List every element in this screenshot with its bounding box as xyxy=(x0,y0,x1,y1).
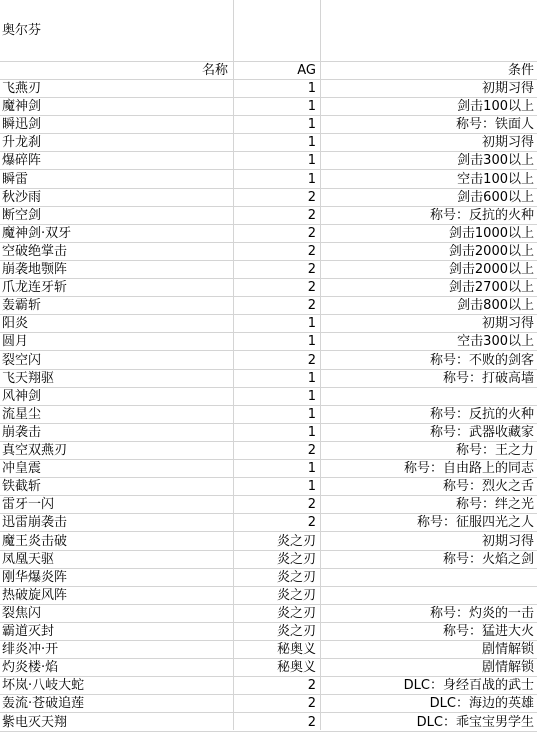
cell-ag[interactable]: 2 xyxy=(307,352,316,368)
cell-ag[interactable]: 1 xyxy=(307,81,316,96)
cell-condition[interactable]: 称号：猛进大火 xyxy=(442,624,534,639)
cell-ag[interactable]: 炎之刃 xyxy=(276,624,316,639)
table-row xyxy=(0,388,537,406)
cell-name[interactable]: 凤凰天驱 xyxy=(2,551,55,567)
table-row xyxy=(0,171,537,189)
sheet-title[interactable]: 奥尔芬 xyxy=(2,23,42,38)
table-row xyxy=(0,714,537,732)
cell-ag[interactable]: 2 xyxy=(307,298,316,314)
cell-ag[interactable]: 2 xyxy=(307,515,316,531)
cell-condition[interactable]: 称号：不败的剑客 xyxy=(429,352,534,368)
cell-condition[interactable]: DLC：乖宝宝男学生 xyxy=(416,714,534,730)
cell-condition[interactable]: 称号：武器收藏家 xyxy=(429,424,534,440)
cell-ag[interactable]: 1 xyxy=(307,153,316,169)
cell-ag[interactable]: 2 xyxy=(307,225,316,241)
cell-condition[interactable]: 剑击2000以上 xyxy=(448,262,534,277)
cell-name[interactable]: 崩袭地颚阵 xyxy=(2,262,68,277)
cell-condition[interactable]: 空击300以上 xyxy=(457,334,534,350)
table-row xyxy=(0,569,537,587)
cell-name[interactable]: 魔王炎击破 xyxy=(2,533,68,549)
cell-condition[interactable]: 剑击600以上 xyxy=(457,189,534,205)
cell-ag[interactable]: 秘奥义 xyxy=(276,660,316,676)
table-row xyxy=(0,478,537,496)
cell-condition[interactable]: 称号：反抗的火种 xyxy=(429,207,534,223)
cell-name[interactable]: 瞬迅剑 xyxy=(2,117,42,133)
cell-condition[interactable]: 称号：王之力 xyxy=(455,443,534,458)
cell-name[interactable]: 飞天翔驱 xyxy=(2,370,55,386)
table-row xyxy=(0,189,537,207)
cell-name[interactable]: 爆碎阵 xyxy=(2,153,42,169)
cell-ag[interactable]: 1 xyxy=(307,171,316,187)
title-row xyxy=(0,0,537,62)
table-row xyxy=(0,297,537,315)
header-condition[interactable]: 条件 xyxy=(507,63,534,78)
cell-ag[interactable]: 1 xyxy=(307,424,316,440)
table-row xyxy=(0,623,537,641)
cell-name[interactable]: 绯炎冲·开 xyxy=(2,642,59,658)
cell-condition[interactable]: 剧情解锁 xyxy=(481,660,534,676)
cell-name[interactable]: 魔神剑·双牙 xyxy=(2,225,72,241)
cell-condition[interactable]: 剑击100以上 xyxy=(457,99,534,115)
cell-ag[interactable]: 1 xyxy=(307,334,316,350)
cell-condition[interactable]: DLC：身经百战的武士 xyxy=(403,678,534,694)
table-row xyxy=(0,116,537,134)
cell-condition[interactable]: DLC：海边的英雄 xyxy=(429,696,534,712)
cell-name[interactable]: 灼炎楼·焰 xyxy=(2,660,59,676)
cell-name[interactable]: 铁截斩 xyxy=(2,479,42,495)
cell-ag[interactable]: 2 xyxy=(307,280,316,296)
cell-name[interactable]: 迅雷崩袭击 xyxy=(2,515,68,531)
cell-condition[interactable]: 剑击2000以上 xyxy=(448,243,534,259)
cell-condition[interactable]: 称号：绊之光 xyxy=(455,497,534,513)
cell-condition[interactable]: 称号：烈火之舌 xyxy=(442,479,534,495)
cell-ag[interactable]: 炎之刃 xyxy=(276,533,316,549)
cell-condition[interactable]: 剑击300以上 xyxy=(457,153,534,169)
cell-ag[interactable]: 2 xyxy=(307,443,316,458)
cell-ag[interactable]: 1 xyxy=(307,406,316,422)
cell-ag[interactable]: 炎之刃 xyxy=(276,587,316,603)
cell-condition[interactable]: 称号：铁面人 xyxy=(455,117,534,133)
cell-condition[interactable]: 初期习得 xyxy=(481,81,534,96)
cell-name[interactable]: 冲皇震 xyxy=(2,461,42,477)
cell-name[interactable]: 风神剑 xyxy=(2,388,42,404)
cell-condition[interactable]: 称号：征服四光之人 xyxy=(416,515,534,531)
cell-ag[interactable]: 2 xyxy=(307,189,316,205)
cell-name[interactable]: 轰霸斩 xyxy=(2,298,42,314)
cell-condition[interactable] xyxy=(321,587,536,604)
cell-name[interactable]: 热破旋风阵 xyxy=(2,587,68,603)
table-row xyxy=(0,460,537,478)
table-row xyxy=(0,98,537,116)
table-row xyxy=(0,279,537,297)
cell-name[interactable]: 飞燕刃 xyxy=(2,81,42,96)
cell-ag[interactable]: 2 xyxy=(307,696,316,712)
cell-name[interactable]: 裂焦闪 xyxy=(2,605,42,621)
cell-ag[interactable]: 1 xyxy=(307,461,316,477)
cell-condition[interactable]: 称号：打破高墙 xyxy=(442,370,534,386)
cell-name[interactable]: 刚华爆炎阵 xyxy=(2,569,68,585)
table-row xyxy=(0,352,537,370)
table-row xyxy=(0,406,537,424)
cell-condition[interactable]: 称号：灼炎的一击 xyxy=(429,605,534,621)
table-row xyxy=(0,695,537,713)
cell-name[interactable]: 升龙刹 xyxy=(2,135,42,151)
table-row xyxy=(0,659,537,677)
cell-ag[interactable]: 2 xyxy=(307,262,316,277)
table-row xyxy=(0,551,537,569)
cell-ag[interactable]: 1 xyxy=(307,316,316,332)
cell-name[interactable]: 爪龙连牙斩 xyxy=(2,280,68,296)
table-row xyxy=(0,641,537,659)
header-ag[interactable]: AG xyxy=(297,63,316,78)
cell-name[interactable]: 秋沙雨 xyxy=(2,189,42,205)
cell-name[interactable]: 雷牙一闪 xyxy=(2,497,55,513)
cell-name[interactable]: 紫电灭天翔 xyxy=(2,714,68,730)
cell-ag[interactable]: 炎之刃 xyxy=(276,569,316,585)
cell-condition[interactable]: 剑击800以上 xyxy=(457,298,534,314)
cell-ag[interactable]: 秘奥义 xyxy=(276,642,316,658)
cell-condition[interactable]: 称号：火焰之剑 xyxy=(442,551,534,567)
cell-condition[interactable]: 剑击1000以上 xyxy=(448,225,534,241)
cell-ag[interactable]: 1 xyxy=(307,370,316,386)
cell-condition[interactable]: 空击100以上 xyxy=(457,171,534,187)
cell-condition[interactable]: 初期习得 xyxy=(481,533,534,549)
table-row xyxy=(0,134,537,152)
cell-ag[interactable]: 1 xyxy=(307,388,316,404)
cell-name[interactable]: 阳炎 xyxy=(2,316,29,332)
table-row xyxy=(0,80,537,98)
cell-name[interactable]: 魔神剑 xyxy=(2,99,42,115)
cell-condition[interactable]: 剑击2700以上 xyxy=(448,280,534,296)
cell-ag[interactable]: 2 xyxy=(307,207,316,223)
cell-name[interactable]: 断空剑 xyxy=(2,207,42,223)
cell-ag[interactable]: 2 xyxy=(307,497,316,513)
table-row xyxy=(0,514,537,532)
cell-condition[interactable]: 称号：反抗的火种 xyxy=(429,406,534,422)
cell-condition[interactable] xyxy=(321,388,536,405)
table-row xyxy=(0,315,537,333)
cell-name[interactable]: 裂空闪 xyxy=(2,352,42,368)
cell-name[interactable]: 霸道灭封 xyxy=(2,624,55,639)
cell-condition[interactable] xyxy=(321,569,536,586)
header-name[interactable]: 名称 xyxy=(201,63,228,78)
cell-name[interactable]: 空破绝掌击 xyxy=(2,243,68,259)
cell-name[interactable]: 真空双燕刃 xyxy=(2,443,68,458)
cell-condition[interactable]: 称号：自由路上的同志 xyxy=(403,461,534,477)
cell-ag[interactable]: 1 xyxy=(307,117,316,133)
table-row xyxy=(0,677,537,695)
table-row xyxy=(0,424,537,442)
cell-ag[interactable]: 1 xyxy=(307,99,316,115)
table-row xyxy=(0,605,537,623)
cell-ag[interactable]: 2 xyxy=(307,678,316,694)
cell-condition[interactable]: 初期习得 xyxy=(481,316,534,332)
cell-ag[interactable]: 炎之刃 xyxy=(276,605,316,621)
table-row xyxy=(0,261,537,279)
cell-ag[interactable]: 1 xyxy=(307,479,316,495)
header-row xyxy=(0,62,537,80)
cell-name[interactable]: 流星尘 xyxy=(2,406,42,422)
table-row xyxy=(0,207,537,225)
table-row xyxy=(0,533,537,551)
cell-condition[interactable]: 初期习得 xyxy=(481,135,534,151)
table-row xyxy=(0,587,537,605)
cell-name[interactable]: 坏岚·八岐大蛇 xyxy=(2,678,85,694)
cell-name[interactable]: 圆月 xyxy=(2,334,29,350)
cell-ag[interactable]: 2 xyxy=(307,243,316,259)
table-row xyxy=(0,243,537,261)
cell-condition[interactable]: 剧情解锁 xyxy=(481,642,534,658)
cell-name[interactable]: 崩袭击 xyxy=(2,424,42,440)
table-row xyxy=(0,442,537,460)
cell-name[interactable]: 瞬雷 xyxy=(2,171,29,187)
cell-ag[interactable]: 1 xyxy=(307,135,316,151)
table-row xyxy=(0,333,537,351)
table-row xyxy=(0,152,537,170)
table-row xyxy=(0,496,537,514)
cell-ag[interactable]: 2 xyxy=(307,714,316,730)
cell-ag[interactable]: 炎之刃 xyxy=(276,551,316,567)
table-row xyxy=(0,370,537,388)
cell-name[interactable]: 轰流·苍破追莲 xyxy=(2,696,85,712)
table-row xyxy=(0,225,537,243)
